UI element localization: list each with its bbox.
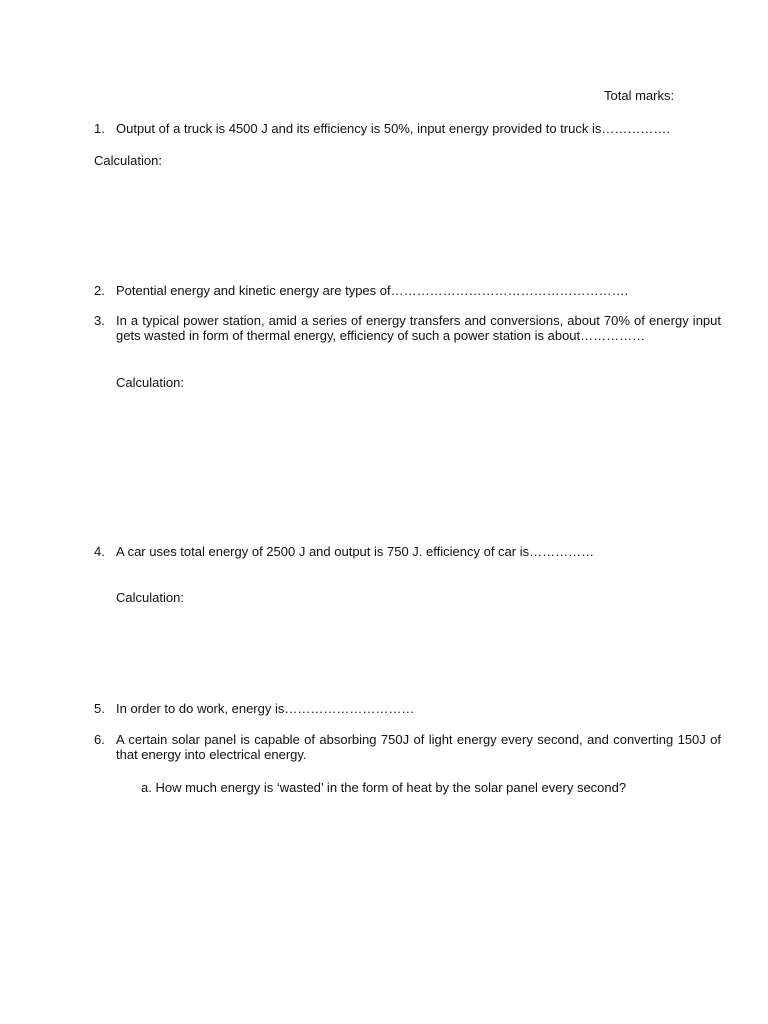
question-6-number: 6. xyxy=(94,732,105,747)
question-3-number: 3. xyxy=(94,313,105,328)
total-marks-label: Total marks: xyxy=(604,88,675,103)
question-4-text: A car uses total energy of 2500 J and output is 750 J. efficiency of car is…………… xyxy=(116,544,595,559)
subquestion-6a-text: a. How much energy is ‘wasted’ in the form of heat by the solar panel every second? xyxy=(141,780,627,795)
question-5-number: 5. xyxy=(94,701,105,716)
question-1-number: 1. xyxy=(94,121,105,136)
question-6-text: A certain solar panel is capable of absorbing 750J of light energy every second, and converting 150J of that energy into electrical energy. xyxy=(116,732,721,762)
question-3-text: In a typical power station, amid a series of energy transfers and conversions, about 70% of energy input gets wasted in form of thermal energy, efficiency of such a power station is about…………… xyxy=(116,313,721,343)
calculation-label-q3: Calculation: xyxy=(116,375,184,390)
calculation-label-q1: Calculation: xyxy=(94,153,162,168)
question-5-text: In order to do work, energy is………………………… xyxy=(116,701,415,716)
question-1-text: Output of a truck is 4500 J and its efficiency is 50%, input energy provided to truck is……………. xyxy=(116,121,670,136)
question-2-number: 2. xyxy=(94,283,105,298)
question-4-number: 4. xyxy=(94,544,105,559)
question-2-text: Potential energy and kinetic energy are types of………………………………………………. xyxy=(116,283,629,298)
calculation-label-q4: Calculation: xyxy=(116,590,184,605)
